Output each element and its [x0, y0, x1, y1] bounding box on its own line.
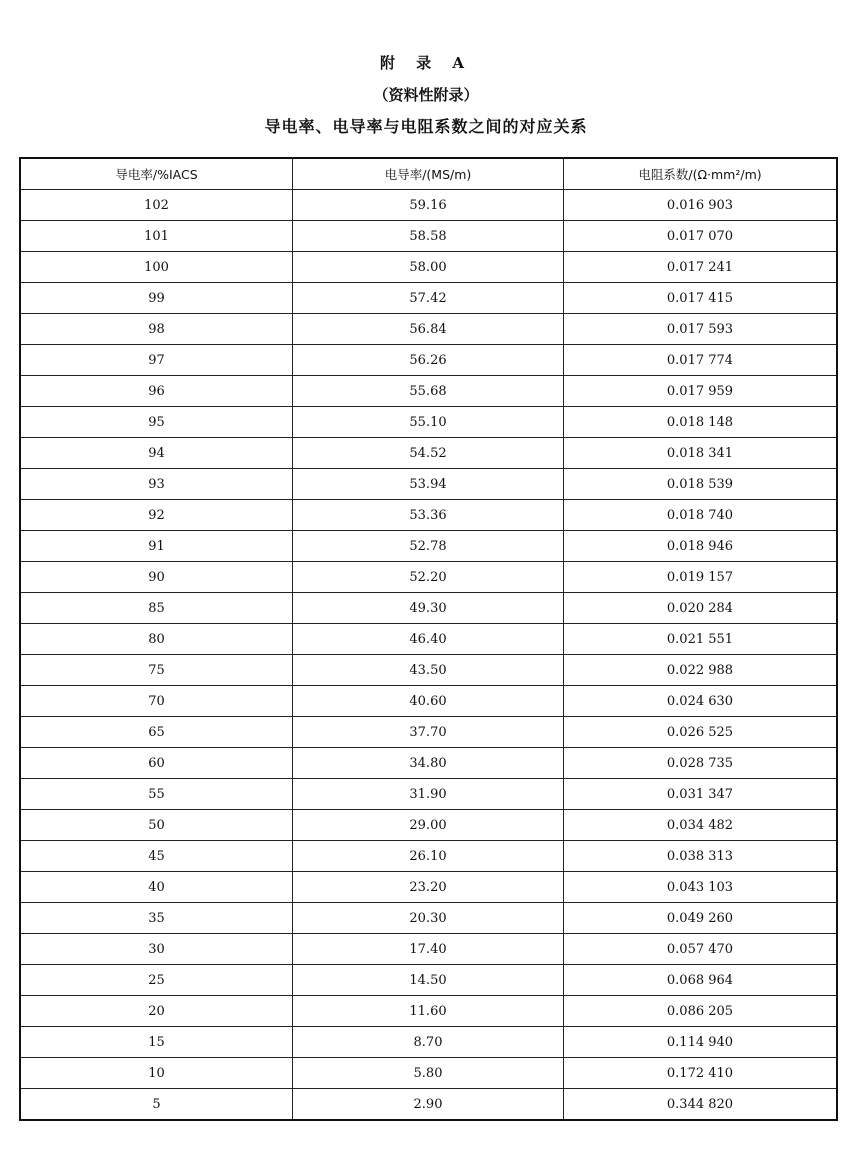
cell-iacs: 45: [20, 841, 293, 872]
cell-resistivity: 0.086 205: [564, 996, 838, 1027]
cell-conductivity: 17.40: [293, 934, 564, 965]
cell-iacs: 20: [20, 996, 293, 1027]
cell-resistivity: 0.172 410: [564, 1058, 838, 1089]
cell-resistivity: 0.018 148: [564, 407, 838, 438]
cell-iacs: 10: [20, 1058, 293, 1089]
table-row: [20, 314, 837, 345]
cell-iacs: 100: [20, 252, 293, 283]
cell-conductivity: 40.60: [293, 686, 564, 717]
table-row: [20, 1089, 837, 1121]
cell-resistivity: 0.018 341: [564, 438, 838, 469]
cell-resistivity: 0.019 157: [564, 562, 838, 593]
cell-resistivity: 0.016 903: [564, 190, 838, 221]
cell-conductivity: 56.26: [293, 345, 564, 376]
cell-conductivity: 46.40: [293, 624, 564, 655]
cell-conductivity: 29.00: [293, 810, 564, 841]
cell-iacs: 85: [20, 593, 293, 624]
cell-resistivity: 0.344 820: [564, 1089, 838, 1121]
table-row: [20, 438, 837, 469]
page-title: 导电率、电导率与电阻系数之间的对应关系: [264, 117, 588, 136]
cell-iacs: 75: [20, 655, 293, 686]
cell-conductivity: 49.30: [293, 593, 564, 624]
cell-iacs: 65: [20, 717, 293, 748]
cell-iacs: 70: [20, 686, 293, 717]
cell-conductivity: 20.30: [293, 903, 564, 934]
cell-resistivity: 0.028 735: [564, 748, 838, 779]
cell-iacs: 96: [20, 376, 293, 407]
table-header-row: [20, 158, 837, 190]
cell-iacs: 30: [20, 934, 293, 965]
cell-iacs: 60: [20, 748, 293, 779]
cell-iacs: 35: [20, 903, 293, 934]
cell-resistivity: 0.021 551: [564, 624, 838, 655]
cell-resistivity: 0.017 593: [564, 314, 838, 345]
cell-resistivity: 0.038 313: [564, 841, 838, 872]
cell-resistivity: 0.057 470: [564, 934, 838, 965]
table-row: [20, 283, 837, 314]
cell-conductivity: 58.00: [293, 252, 564, 283]
table-row: [20, 345, 837, 376]
table-row: [20, 655, 837, 686]
table-row: [20, 810, 837, 841]
column-header-conductivity: 电导率/(MS/m): [293, 158, 564, 190]
table-row: [20, 965, 837, 996]
cell-resistivity: 0.049 260: [564, 903, 838, 934]
table-row: [20, 841, 837, 872]
cell-conductivity: 55.68: [293, 376, 564, 407]
column-header-resistivity: 电阻系数/(Ω·mm²/m): [564, 158, 838, 190]
cell-resistivity: 0.018 946: [564, 531, 838, 562]
cell-resistivity: 0.043 103: [564, 872, 838, 903]
cell-conductivity: 52.78: [293, 531, 564, 562]
cell-conductivity: 52.20: [293, 562, 564, 593]
cell-conductivity: 26.10: [293, 841, 564, 872]
cell-iacs: 95: [20, 407, 293, 438]
cell-resistivity: 0.017 959: [564, 376, 838, 407]
cell-conductivity: 58.58: [293, 221, 564, 252]
table-row: [20, 593, 837, 624]
cell-iacs: 98: [20, 314, 293, 345]
cell-conductivity: 54.52: [293, 438, 564, 469]
table-row: [20, 624, 837, 655]
appendix-type: （资料性附录）: [373, 86, 479, 104]
table-row: [20, 934, 837, 965]
table-row: [20, 872, 837, 903]
cell-resistivity: 0.024 630: [564, 686, 838, 717]
cell-resistivity: 0.026 525: [564, 717, 838, 748]
table-row: [20, 500, 837, 531]
cell-conductivity: 37.70: [293, 717, 564, 748]
table-body: [20, 190, 837, 1121]
table-row: [20, 686, 837, 717]
cell-iacs: 102: [20, 190, 293, 221]
cell-iacs: 55: [20, 779, 293, 810]
table-row: [20, 717, 837, 748]
table-row: [20, 190, 837, 221]
table-row: [20, 531, 837, 562]
conductivity-table: [19, 157, 838, 1121]
table-row: [20, 469, 837, 500]
cell-resistivity: 0.017 070: [564, 221, 838, 252]
cell-resistivity: 0.018 539: [564, 469, 838, 500]
cell-conductivity: 34.80: [293, 748, 564, 779]
cell-conductivity: 53.36: [293, 500, 564, 531]
cell-iacs: 80: [20, 624, 293, 655]
cell-iacs: 5: [20, 1089, 293, 1121]
cell-iacs: 50: [20, 810, 293, 841]
cell-iacs: 25: [20, 965, 293, 996]
cell-resistivity: 0.031 347: [564, 779, 838, 810]
cell-conductivity: 14.50: [293, 965, 564, 996]
cell-conductivity: 53.94: [293, 469, 564, 500]
cell-iacs: 97: [20, 345, 293, 376]
cell-iacs: 94: [20, 438, 293, 469]
column-header-iacs: 导电率/%IACS: [20, 158, 293, 190]
cell-resistivity: 0.018 740: [564, 500, 838, 531]
cell-conductivity: 57.42: [293, 283, 564, 314]
cell-resistivity: 0.017 415: [564, 283, 838, 314]
appendix-label: 附 录 A: [379, 54, 473, 72]
cell-resistivity: 0.114 940: [564, 1027, 838, 1058]
cell-conductivity: 55.10: [293, 407, 564, 438]
cell-conductivity: 5.80: [293, 1058, 564, 1089]
cell-iacs: 91: [20, 531, 293, 562]
cell-iacs: 90: [20, 562, 293, 593]
table-row: [20, 779, 837, 810]
cell-iacs: 99: [20, 283, 293, 314]
table-row: [20, 903, 837, 934]
cell-conductivity: 11.60: [293, 996, 564, 1027]
table-row: [20, 562, 837, 593]
cell-resistivity: 0.068 964: [564, 965, 838, 996]
table-row: [20, 1058, 837, 1089]
cell-resistivity: 0.022 988: [564, 655, 838, 686]
cell-resistivity: 0.017 774: [564, 345, 838, 376]
cell-conductivity: 23.20: [293, 872, 564, 903]
cell-iacs: 101: [20, 221, 293, 252]
table-row: [20, 252, 837, 283]
table-row: [20, 1027, 837, 1058]
cell-conductivity: 31.90: [293, 779, 564, 810]
cell-conductivity: 43.50: [293, 655, 564, 686]
table-row: [20, 376, 837, 407]
cell-conductivity: 56.84: [293, 314, 564, 345]
cell-iacs: 93: [20, 469, 293, 500]
cell-iacs: 40: [20, 872, 293, 903]
cell-iacs: 15: [20, 1027, 293, 1058]
cell-conductivity: 2.90: [293, 1089, 564, 1121]
table-row: [20, 221, 837, 252]
cell-resistivity: 0.017 241: [564, 252, 838, 283]
table-row: [20, 996, 837, 1027]
cell-conductivity: 8.70: [293, 1027, 564, 1058]
cell-resistivity: 0.020 284: [564, 593, 838, 624]
table-row: [20, 748, 837, 779]
cell-iacs: 92: [20, 500, 293, 531]
table-row: [20, 407, 837, 438]
cell-resistivity: 0.034 482: [564, 810, 838, 841]
cell-conductivity: 59.16: [293, 190, 564, 221]
